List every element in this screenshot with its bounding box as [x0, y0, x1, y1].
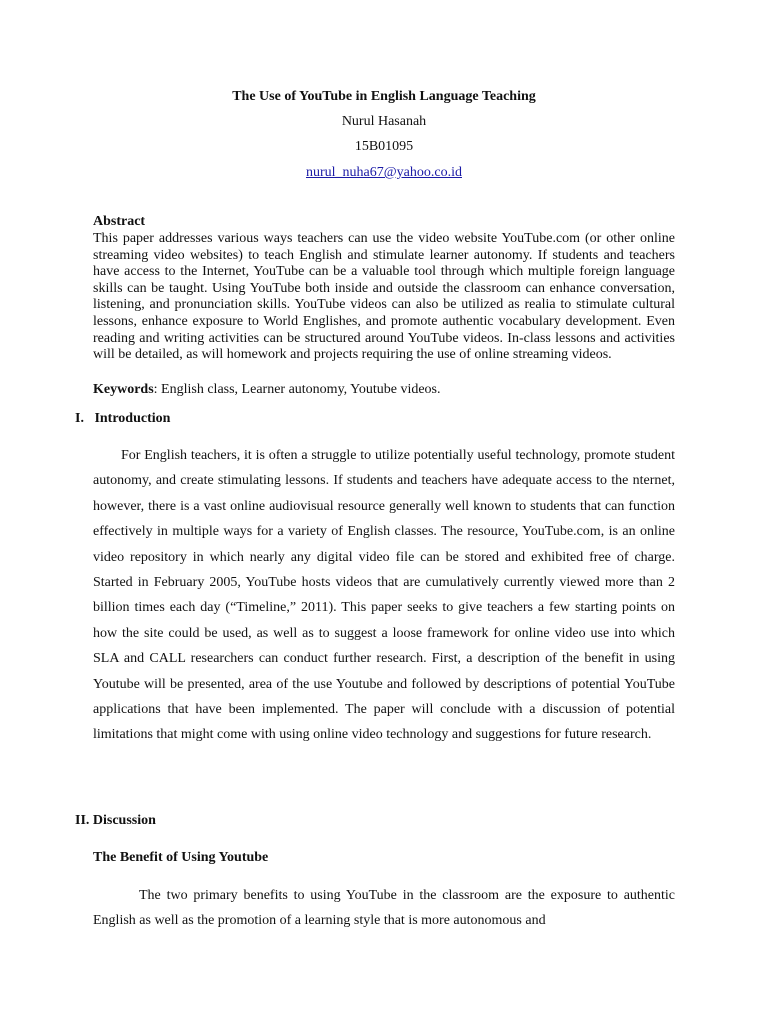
keywords-line — [93, 381, 675, 398]
section-heading-introduction: I. Introduction — [75, 411, 171, 426]
author-name: Nurul Hasanah — [341, 114, 427, 129]
abstract-text: This paper addresses various ways teachers can use the video website YouTube.com (or other online streaming video websites) to teach English and stimulate learner autonomy. If students and teachers have access to the Internet, YouTube can be a valuable tool through which multiple foreign language skills can be taught. Using YouTube both inside and outside the classroom can enhance conversation, listening, and pronunciation skills. YouTube videos can also be utilized as realia to stimulate cultural lessons, enhance exposure to World Englishes, and promote authentic vocabulary development. Even reading and writing activities can be structured around YouTube videos. In-class lessons and activities will be detailed, as will homework and projects requiring the use of online streaming videos. — [93, 231, 675, 363]
email-link[interactable]: nurul_nuha67@yahoo.co.id — [306, 165, 462, 180]
abstract-heading: Abstract — [93, 214, 146, 229]
introduction-paragraph: For English teachers, it is often a struggle to utilize potentially useful technology, promote student autonomy, and create stimulating lessons. If students and teachers have adequate access to the nternet, however, there is a vast online audiovisual resource generally well known to students that can function effectively in multiple ways for a variety of English classes. The resource, YouTube.com, is an online video repository in which nearly any digital video file can be stored and exhibited free of charge. Started in February 2005, YouTube hosts videos that are cumulatively currently viewed more than 2 billion times each day (“Timeline,” 2011). This paper seeks to give teachers a few starting points on how the site could be used, as well as to suggest a loose framework for online video use into which SLA and CALL researchers can conduct further research. First, a description of the benefit in using Youtube will be presented, area of the use Youtube and followed by descriptions of potential YouTube applications that have been implemented. The paper will conclude with a discussion of potential limitations that might come with using online video technology and suggestions for future research. — [93, 448, 675, 743]
section-heading-discussion: II. Discussion — [75, 813, 156, 828]
subsection-heading-benefit: The Benefit of Using Youtube — [93, 850, 269, 865]
keywords-label: Keywords — [93, 382, 154, 397]
paper-title: The Use of YouTube in English Language Teaching — [232, 89, 536, 104]
benefit-paragraph: The two primary benefits to using YouTube in the classroom are the exposure to authentic English as well as the promotion of a learning style that is more autonomous and — [93, 888, 675, 929]
email-line — [0, 164, 768, 182]
keywords-value: : English class, Learner autonomy, Youtube videos. — [153, 382, 441, 397]
student-id: 15B01095 — [354, 139, 414, 154]
